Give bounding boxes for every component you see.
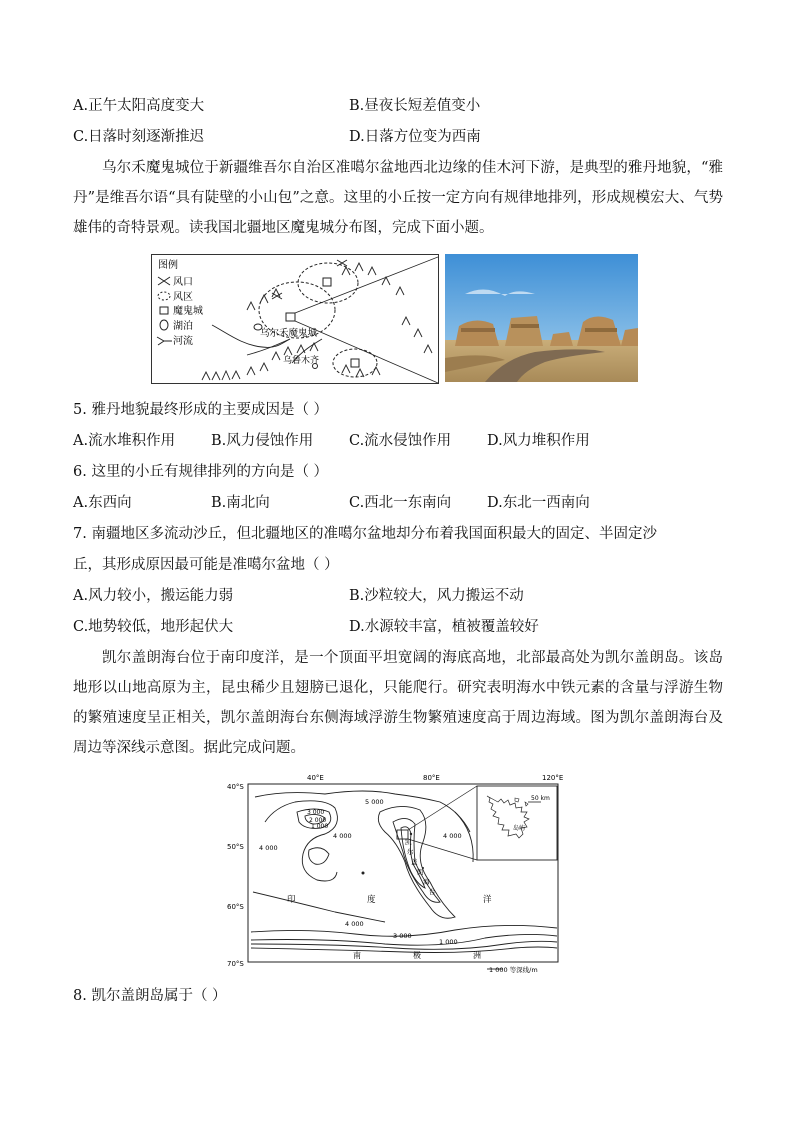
depth-label-5000: 5 000 (365, 798, 384, 806)
legend-lake: 湖泊 (173, 321, 193, 332)
legend-wind-gap: 风口 (173, 277, 193, 288)
ocean-char-1: 印 (287, 895, 296, 905)
wind-zone-icon (158, 292, 170, 300)
lon-label-40e: 40°E (307, 774, 324, 782)
depth-label-4000-a: 4 000 (333, 832, 352, 840)
q7-option-b: B.沙粒较大，风力搬运不动 (349, 588, 524, 604)
depth-label-4000-b: 4 000 (259, 844, 278, 852)
plateau-char-5: 海 (423, 878, 430, 886)
wind-gap-icon (158, 277, 170, 285)
plateau-char-4: 朗 (417, 868, 424, 876)
plateau-char-6: 台 (429, 888, 436, 896)
lat-label-70s: 70°S (227, 960, 244, 968)
continent-char-2: 极 (413, 951, 421, 960)
q5-option-b: B.风力侵蚀作用 (211, 433, 314, 449)
kerguelen-bathymetry-map (225, 772, 570, 977)
inset-island-label: 岛屿 (513, 825, 526, 832)
q4-option-d: D.日落方位变为西南 (349, 129, 481, 145)
wind-gap-markers (272, 260, 347, 299)
q6-option-b: B.南北向 (211, 495, 270, 511)
q7-option-a: A.风力较小，搬运能力弱 (73, 588, 234, 604)
q6-option-d: D.东北一西南向 (487, 495, 590, 511)
ocean-char-2: 度 (367, 895, 376, 905)
q7-option-d: D.水源较丰富，植被覆盖较好 (349, 619, 539, 635)
yardang-map-svg (152, 255, 438, 383)
river-icon (157, 337, 172, 345)
q6-stem: 6. 这里的小丘有规律排列的方向是（ ） (73, 464, 329, 480)
passage-yardang: 乌尔禾魔鬼城位于新疆维吾尔自治区准噶尔盆地西北边缘的佳木河下游，是典型的雅丹地貌，“雅丹”是维吾尔语“具有陡壁的小山包”之意。这里的小丘按一定方向有规律地排列，形成规模宏大、气势雄伟的奇特景观。读我国北疆地区魔鬼城分布图，完成下面小题。 (73, 160, 723, 236)
passage-kerguelen: 凯尔盖朗海台位于南印度洋，是一个顶面平坦宽阔的海底高地，北部最高处为凯尔盖朗岛。该岛地形以山地高原为主，昆虫稀少且翅膀已退化，只能爬行。研究表明海水中铁元素的含量与浮游生物的繁殖速度呈正相关，凯尔盖朗海台东侧海域浮游生物繁殖速度高于周边海域。图为凯尔盖朗海台及周边等深线示意图。据此完成问题。 (73, 650, 723, 756)
isobath-legend-label: 1 000 等深线/m (489, 966, 538, 974)
island-inset (477, 786, 557, 860)
yardang-markers (286, 278, 359, 367)
depth-label-2000: 2 000 (309, 817, 327, 824)
q5-stem: 5. 雅丹地貌最终形成的主要成因是（ ） (73, 402, 329, 418)
legend-river: 河流 (173, 336, 193, 347)
continent-char-3: 洲 (473, 951, 481, 960)
lake-icon (160, 320, 168, 330)
yardang-icon (160, 307, 168, 314)
lat-label-40s: 40°S (227, 783, 244, 791)
yardang-distribution-map (151, 254, 439, 384)
depth-label-4000-c: 4 000 (443, 832, 462, 840)
q5-option-d: D.风力堆积作用 (487, 433, 590, 449)
q4-option-b: B.昼夜长短差值变小 (349, 98, 481, 114)
plateau-char-3: 盖 (411, 858, 418, 866)
legend-yardang: 魔鬼城 (173, 306, 203, 317)
yardang-photo (445, 254, 638, 382)
q7-stem-line1: 7. 南疆地区多流动沙丘，但北疆地区的准噶尔盆地却分布着我国面积最大的固定、半固定沙 (73, 526, 657, 542)
lat-label-60s: 60°S (227, 903, 244, 911)
lat-label-50s: 50°S (227, 843, 244, 851)
plateau-char-1: 凯 (405, 838, 412, 846)
q5-option-c: C.流水侵蚀作用 (349, 433, 452, 449)
q7-option-c: C.地势较低，地形起伏大 (73, 619, 234, 635)
yardang-photo-svg (445, 254, 638, 382)
lon-label-80e: 80°E (423, 774, 440, 782)
depth-label-1000-south: 1 000 (439, 938, 458, 946)
lon-label-120e: 120°E (542, 774, 564, 782)
depth-label-1000: 1 000 (311, 823, 329, 830)
label-urho-yardang: 乌尔禾魔鬼城 (260, 328, 318, 339)
depth-label-3000: 3 000 (307, 809, 325, 816)
q4-option-c: C.日落时刻逐渐推迟 (73, 129, 205, 145)
plateau-char-2: 尔 (407, 848, 414, 856)
q6-option-a: A.东西向 (73, 495, 132, 511)
kerguelen-map-svg (225, 772, 570, 977)
q7-stem-line2: 丘，其形成原因最可能是准噶尔盆地（ ） (73, 557, 339, 573)
legend-title: 图例 (158, 260, 178, 271)
q6-option-c: C.西北一东南向 (349, 495, 452, 511)
continent-char-1: 南 (353, 951, 361, 960)
depth-label-3000-south: 3 000 (393, 932, 412, 940)
q8-stem: 8. 凯尔盖朗岛属于（ ） (73, 988, 227, 1004)
depth-label-4000-south: 4 000 (345, 920, 364, 928)
q5-option-a: A.流水堆积作用 (73, 433, 176, 449)
ocean-char-3: 洋 (483, 895, 492, 905)
q4-option-a: A.正午太阳高度变大 (73, 98, 205, 114)
label-urumqi: 乌鲁木齐 (283, 356, 320, 366)
inset-scale-label: 50 km (531, 795, 550, 802)
legend-wind-zone: 风区 (173, 292, 193, 303)
